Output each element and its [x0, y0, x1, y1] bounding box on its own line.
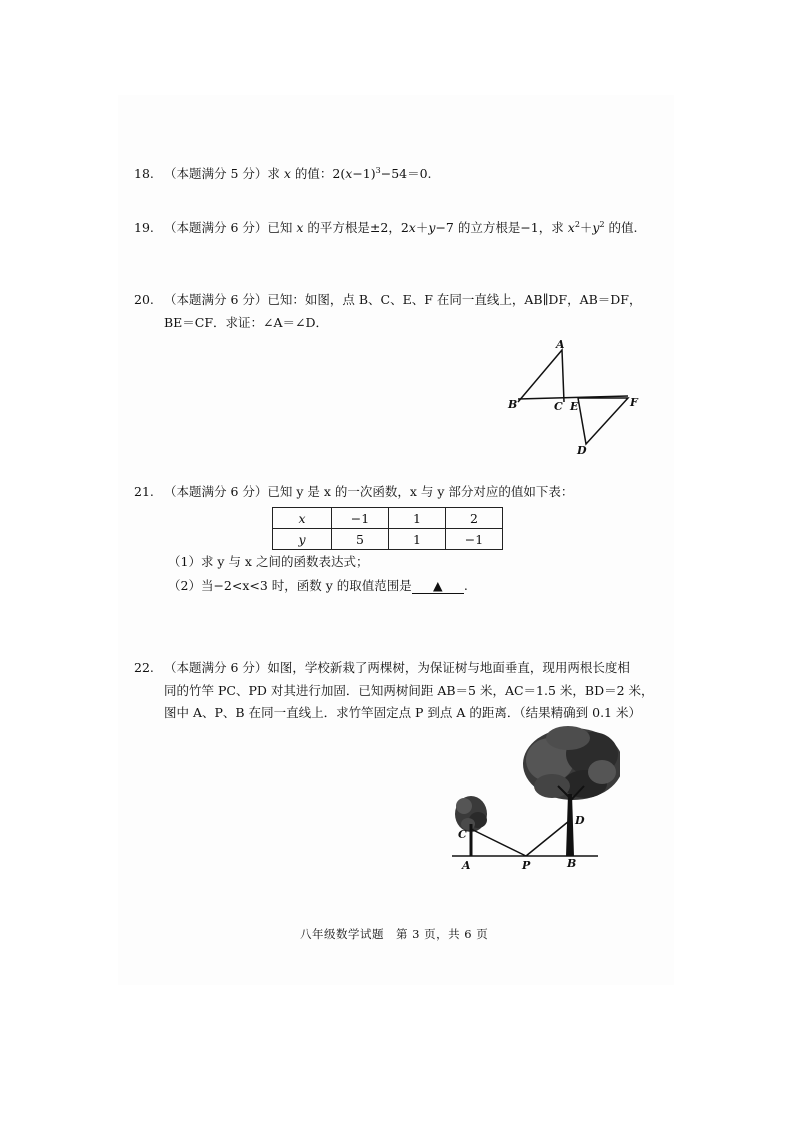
exponent: 2 [574, 220, 580, 229]
table-row-y [273, 529, 503, 550]
question-number: 22. [134, 660, 154, 675]
label-e: E [570, 400, 579, 413]
label-b: B [508, 398, 518, 411]
question-text-b: 的平方根是±2，2 [303, 220, 409, 235]
variable: x [283, 166, 291, 181]
table-header-x [273, 508, 332, 529]
question-text-line2: 同的竹竿 PC、PD 对其进行加固．已知两树间距 AB＝5 米，AC＝1.5 米，BD＝2 米， [164, 683, 654, 698]
exponent: 2 [599, 220, 605, 229]
variable: x [408, 220, 416, 235]
part2-text: （2）当−2<x<3 时，函数 y 的取值范围是 [168, 578, 412, 593]
header-text: x [298, 510, 306, 526]
question-text-line1: （本题满分 6 分）已知 y 是 x 的一次函数，x 与 y 部分对应的值如下表： [164, 484, 574, 499]
table-row-x [273, 508, 503, 529]
variable: y [592, 220, 600, 235]
label-a: A [462, 859, 471, 872]
question-number: 19. [134, 220, 154, 235]
label-b: B [567, 857, 577, 870]
question-text-c: −7 的立方根是−1，求 [435, 220, 568, 235]
label-d: D [577, 444, 587, 457]
question-20 [134, 290, 642, 310]
question-text-line2: BE＝CF．求证：∠A＝∠D． [164, 315, 329, 330]
question-text-a: （本题满分 5 分）求 [164, 166, 284, 181]
question-number: 20. [134, 292, 154, 307]
table-cell: 2 [446, 508, 503, 529]
question-22 [134, 658, 630, 678]
question-number: 18. [134, 166, 154, 181]
triangle-abc [518, 350, 564, 402]
triangle-def [578, 398, 628, 444]
label-p: P [522, 859, 531, 872]
equation-b: −54＝0. [380, 166, 432, 181]
question-21 [134, 482, 573, 502]
question-18 [134, 164, 432, 184]
table-header-y [273, 529, 332, 550]
header-text: y [298, 531, 306, 547]
variable: x [345, 166, 353, 181]
exponent: 3 [375, 166, 381, 175]
answer-blank: ▲ [412, 579, 464, 594]
table-cell: 1 [389, 529, 446, 550]
label-a: A [556, 338, 565, 351]
question-text-line1: （本题满分 6 分）已知：如图，点 B、C、E、F 在同一直线上，AB∥DF，AB＝DF， [164, 292, 642, 307]
question-text-b: 的值：2( [290, 166, 346, 181]
operator: ＋ [415, 220, 429, 235]
table-cell: −1 [446, 529, 503, 550]
table-cell: −1 [332, 508, 389, 529]
small-tree-image [455, 796, 487, 856]
equation-a: −1) [352, 166, 376, 181]
table-cell: 5 [332, 529, 389, 550]
variable: y [428, 220, 436, 235]
pole-pc [471, 829, 526, 856]
table-cell: 1 [389, 508, 446, 529]
label-d: D [575, 814, 585, 827]
part2-end: . [463, 578, 468, 593]
triangle-figure [500, 332, 650, 460]
operator: ＋ [579, 220, 593, 235]
large-tree-image [523, 726, 620, 856]
question-19 [134, 218, 638, 238]
label-f: F [630, 396, 638, 409]
question-number: 21. [134, 484, 154, 499]
variable: x [567, 220, 575, 235]
question-21-part2 [168, 576, 468, 596]
xy-table [272, 507, 503, 550]
question-text-d: 的值. [604, 220, 638, 235]
label-c: C [554, 400, 563, 413]
question-text-line3: 图中 A、P、B 在同一直线上．求竹竿固定点 P 到点 A 的距离．（结果精确到 0.1 米） [164, 705, 641, 720]
question-text-line1: （本题满分 6 分）如图，学校新栽了两棵树，为保证树与地面垂直，现用两根长度相 [164, 660, 630, 675]
label-c: C [458, 828, 467, 841]
pole-pd [526, 821, 569, 856]
variable: x [296, 220, 304, 235]
trees-figure [440, 724, 620, 874]
question-21-part1: （1）求 y 与 x 之间的函数表达式； [168, 554, 369, 569]
question-text-a: （本题满分 6 分）已知 [164, 220, 297, 235]
page-footer: 八年级数学试题 第 3 页，共 6 页 [300, 927, 489, 941]
